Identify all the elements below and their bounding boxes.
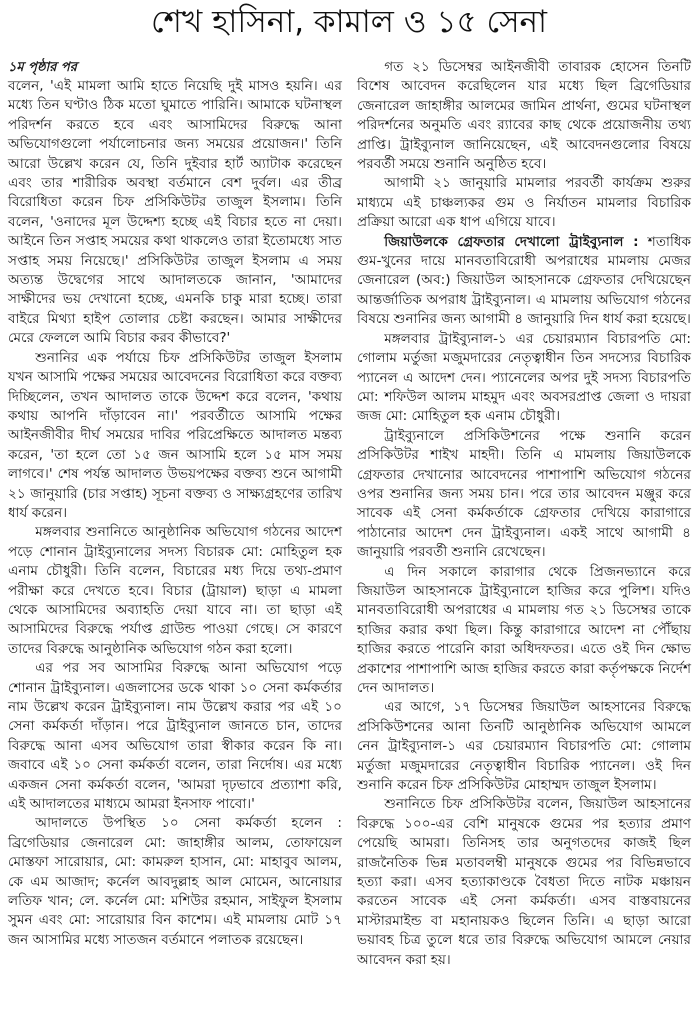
article-paragraph: শুনানির এক পর্যায়ে চিফ প্রসিকিউটর তাজুল ইসলাম যখন আসামি পক্ষের সময়ের আবেদনের বিরোধিতা করে বক্তব্য দিচ্ছিলেন, তখন আদালত তাকে উদ্দেশ করে বলেন, 'কথায় কথায় আপনি দাঁড়াবেন না।' পরবর্তীতে আসামি পক্ষের আইনজীবীর দীর্ঘ সময়ের দাবির পরিপ্রেক্ষিতে আদালত মন্তব্য করেন, 'তা হলে তো ১৫ জন আসামি হলে ১৫ মাস সময় লাগবে।' শেষ পর্যন্ত আদালত উভয়পক্ষের বক্তব্য শুনে আগামী ২১ জানুয়ারি (চার সপ্তাহ) সূচনা বক্তব্য ও সাক্ষ্যগ্রহণের তারিখ ধার্য করেন। [8,349,342,521]
headline: শেখ হাসিনা, কামাল ও ১৫ সেনা [150,4,548,40]
article-paragraph: ট্রাইব্যুনালে প্রসিকিউশনের পক্ষে শুনানি করেন প্রসিকিউটর শাইখ মাহদী। তিনি এ মামলায় জিয়াউলকে গ্রেফতার দেখানোর আবেদনের পাশাপাশি অভিযোগ গঠনের ওপর শুনানির জন্য সময় চান। পরে তার আবেদন মঞ্জুর করে সাবেক এই সেনা কর্মকর্তাকে গ্রেফতার দেখিয়ে কারাগারে পাঠানোর আদেশ দেন ট্রাইব্যুনাল। একই সাথে আগামী ৪ জানুয়ারি পরবর্তী শুনানি রেখেছেন। [357,427,691,561]
article-paragraph: গত ২১ ডিসেম্বর আইনজীবী তাবারক হোসেন তিনটি বিশেষ আবেদন করেছিলেন যার মধ্যে ছিল ব্রিগেডিয়ার জেনারেল জাহাঙ্গীর আলমের জামিন প্রার্থনা, গুমের ঘটনাস্থল পরিদর্শনের অনুমতি এবং র‌্যাবের কাছ থেকে প্রয়োজনীয় তথ্য প্রাপ্তি। ট্রাইব্যুনাল জানিয়েছেন, এই আবেদনগুলোর বিষয়ে পরবর্তী সময়ে শুনানি অনুষ্ঠিত হবে। [357,59,691,173]
subhead-paragraph [357,233,691,330]
article-paragraph: শুনানিতে চিফ প্রসিকিউটর বলেন, জিয়াউল আহসানের বিরুদ্ধে ১০০-এর বেশি মানুষকে গুমের পর হত্যার প্রমাণ পেয়েছি আমরা। তিনিসহ তার অনুগতদের কাজই ছিল রাজনৈতিক ভিন্ন মতাবলম্বী মানুষকে গুমের পর বিভিন্নভাবে হত্যা করা। এসব হত্যাকাণ্ডকে বৈধতা দিতে নাটক মঞ্চায়ন করতেন সাবেক এই সেনা কর্মকর্তা। এসব বাস্তবায়নের মাস্টারমাইন্ড বা মহানায়কও ছিলেন তিনি। এ ছাড়া আরো ভয়াবহ চিত্র তুলে ধরে তার বিরুদ্ধে অভিযোগ আমলে নেয়ার আবেদন করা হয়। [357,796,691,968]
article-paragraph: আগামী ২১ জানুয়ারি মামলার পরবর্তী কার্যক্রম শুরুর মাধ্যমে এই চাঞ্চল্যকর গুম ও নির্যাতন মামলার বিচারিক প্রক্রিয়া আরো এক ধাপ এগিয়ে যাবে। [357,175,691,231]
article-paragraph: এ দিন সকালে কারাগার থেকে প্রিজনভ্যানে করে জিয়াউল আহসানকে ট্রাইব্যুনালে হাজির করে পুলিশ। যদিও মানবতাবিরোধী অপরাধের এ মামলায় গত ২১ ডিসেম্বর তাকে হাজির করার কথা ছিল। কিন্তু কারাগারে আদেশ না পৌঁছায় হাজির করতে পারেনি কারা অধিদফতর। এতে ওই দিন ক্ষোভ প্রকাশের পাশাপাশি আজ হাজির করতে কারা কর্তৃপক্ষকে নির্দেশ দেন আদালত। [357,563,691,696]
continued-from-label: ১ম পৃষ্ঠার পর [8,60,77,75]
article-column-left [8,58,342,950]
subhead: জিয়াউলকে গ্রেফতার দেখালো ট্রাইব্যুনাল : [384,233,639,250]
subhead-text: শতাধিক গুম-খুনের দায়ে মানবতাবিরোধী অপরাধের মামলায় মেজর জেনারেল (অব:) জিয়াউল আহসানকে গ্রেফতার দেখিয়েছেন আন্তর্জাতিক অপরাধ ট্রাইব্যুনাল। এ মামলায় অভিযোগ গঠনের বিষয়ে শুনানির জন্য আগামী ৪ জানুয়ারি দিন ধার্য করা হয়েছে। [357,233,691,328]
article-paragraph: বলেন, 'এই মামলা আমি হাতে নিয়েছি দুই মাসও হয়নি। এর মধ্যে তিন ঘণ্টাও ঠিক মতো ঘুমাতে পারিনি। আমাকে ঘটনাস্থল পরিদর্শন করতে হবে এবং আসামিদের বিরুদ্ধে আনা অভিযোগগুলো পর্যালোচনার জন্য সময়ের প্রয়োজন।' তিনি আরো উল্লেখ করেন যে, তিনি দুইবার হার্ট অ্যাটাক করেছেন এবং তার শারীরিক অবস্থা বর্তমানে বেশ দুর্বল। এর তীব্র বিরোধিতা করেন চিফ প্রসিকিউটর তাজুল ইসলাম। তিনি বলেন, 'ওনাদের মূল উদ্দেশ্য হচ্ছে এই বিচার হতে না দেয়া। আইনে তিন সপ্তাহ সময়ের কথা থাকলেও তারা ইতোমধ্যে সাত সপ্তাহ সময় নিয়েছে।' প্রসিকিউটর তাজুল ইসলাম এ সময় অত্যন্ত উদ্বেগের সাথে আদালতকে জানান, 'আমাদের সাক্ষীদের ভয় দেখানো হচ্ছে, এমনকি চাকু মারা হচ্ছে। তারা বাইরে মিথ্যা হাইপ তোলার চেষ্টা করছেন। আমার সাক্ষীদের মেরে ফেললে আমি বিচার করব কীভাবে?' [8,78,342,347]
article-paragraph: মঙ্গলবার শুনানিতে আনুষ্ঠানিক অভিযোগ গঠনের আদেশ পড়ে শোনান ট্রাইব্যুনালের সদস্য বিচারক মো: মোহিতুল হক এনাম চৌধুরী। তিনি বলেন, বিচারের মধ্য দিয়ে তথ্য-প্রমাণ পরীক্ষা করে দেখতে হবে। বিচার (ট্রায়াল) ছাড়া এ মামলা থেকে আসামিদের অব্যাহতি দেয়া যাবে না। তা ছাড়া এই আসামিদের বিরুদ্ধে পর্যাপ্ত গ্রাউন্ড পাওয়া গেছে। সে কারণে তাদের বিরুদ্ধে আনুষ্ঠানিক অভিযোগ গঠন করা হলো। [8,524,342,657]
article-paragraph: এর পর সব আসামির বিরুদ্ধে আনা অভিযোগ পড়ে শোনান ট্রাইব্যুনাল। এজলাসের ডকে থাকা ১০ সেনা কর্মকর্তার নাম উল্লেখ করেন ট্রাইব্যুনাল। নাম উল্লেখ করার পর এই ১০ সেনা কর্মকর্তা দাঁড়ান। পরে ট্রাইব্যুনাল জানতে চান, তাদের বিরুদ্ধে আনা এসব অভিযোগ তারা স্বীকার করেন কি না। জবাবে এই ১০ সেনা কর্মকর্তা বলেন, তারা নির্দোষ। এর মধ্যে একজন সেনা কর্মকর্তা বলেন, 'আমরা দৃঢ়ভাবে প্রত্যাশা করি, এই আদালতের মাধ্যমে আমরা ইনসাফ পাবো।' [8,660,342,813]
article-column-right [357,58,691,970]
article-paragraph: আদালতে উপস্থিত ১০ সেনা কর্মকর্তা হলেন : ব্রিগেডিয়ার জেনারেল মো: জাহাঙ্গীর আলম, তোফায়েল মোস্তফা সারোয়ার, মো: কামরুল হাসান, মো: মাহাবুব আলম, কে এম আজাদ; কর্নেল আবদুল্লাহ আল মোমেন, আনোয়ার লতিফ খান; লে. কর্নেল মো: মশিউর রহমান, সাইফুল ইসলাম সুমন এবং মো: সারোয়ার বিন কাশেম। এই মামলায় মোট ১৭ জন আসামির মধ্যে সাতজন বর্তমানে পলাতক রয়েছেন। [8,815,342,948]
article-paragraph: মঙ্গলবার ট্রাইব্যুনাল-১ এর চেয়ারম্যান বিচারপতি মো: গোলাম মর্তুজা মজুমদারের নেতৃত্বাধীন তিন সদস্যের বিচারিক প্যানেল এ আদেশ দেন। প্যানেলের অপর দুই সদস্য বিচারপতি মো: শফিউল আলম মাহমুদ এবং অবসরপ্রাপ্ত জেলা ও দায়রা জজ মো: মোহিতুল হক এনাম চৌধুরী। [357,330,691,425]
article-paragraph: এর আগে, ১৭ ডিসেম্বর জিয়াউল আহসানের বিরুদ্ধে প্রসিকিউশনের আনা তিনটি আনুষ্ঠানিক অভিযোগ আমলে নেন ট্রাইব্যুনাল-১ এর চেয়ারম্যান বিচারপতি মো: গোলাম মর্তুজা মজুমদারের নেতৃত্বাধীন বিচারিক প্যানেল। ওই দিন শুনানি করেন চিফ প্রসিকিউটর মোহাম্মদ তাজুল ইসলাম। [357,699,691,794]
